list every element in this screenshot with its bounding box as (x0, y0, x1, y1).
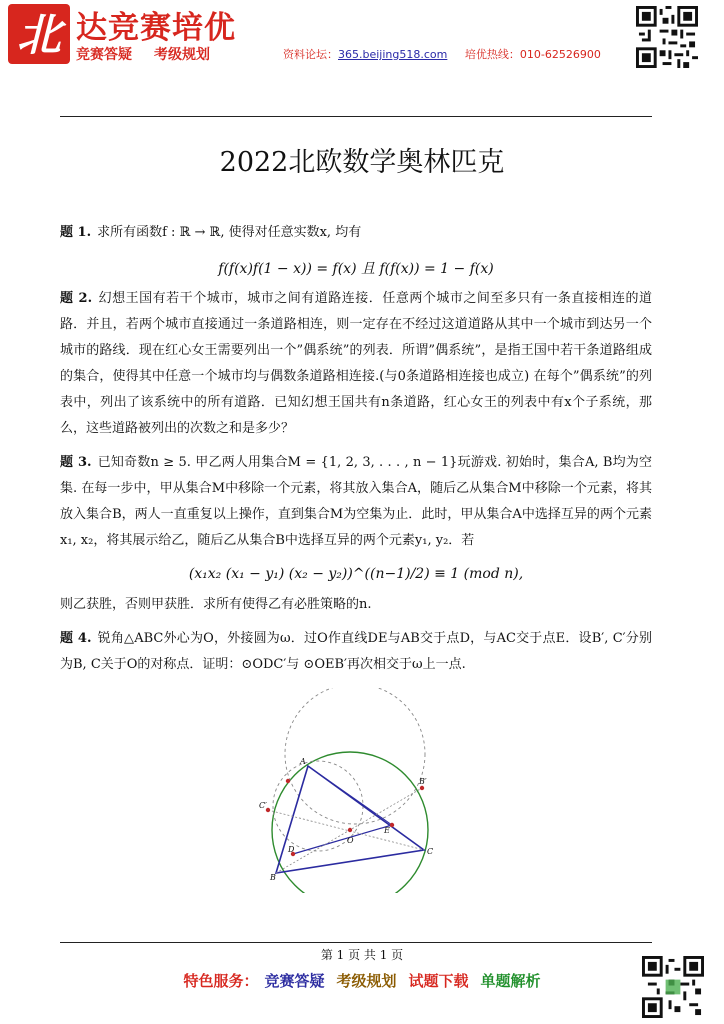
qr-code-icon (642, 956, 704, 1018)
label-o: O (347, 836, 354, 845)
label-b-prime: B′ (419, 777, 427, 786)
footer-services (0, 970, 724, 991)
label-b: B (270, 873, 276, 882)
footer-divider (60, 942, 652, 943)
logo-glyph: 北 (17, 10, 61, 61)
problem-3-equation: (x₁x₂ (x₁ − y₁) (x₂ − y₂))^((n−1)/2) ≡ 1 (mod n), (188, 566, 524, 582)
problem-1-equation: f(f(x)f(1 − x)) = f(x) 且 f(f(x)) = 1 − f(x) (218, 261, 494, 277)
label-e: E (384, 826, 390, 835)
problem-label: 题 3. (60, 455, 92, 470)
contact-info (283, 46, 601, 62)
qr-code-icon (636, 6, 698, 68)
hotline-label: 培优热线： (464, 48, 520, 61)
problem-2 (60, 286, 652, 442)
slogan-item: 考级规划 (154, 47, 210, 63)
label-c-prime: C′ (259, 801, 267, 810)
problem-label: 题 1. (60, 225, 92, 240)
header-divider (60, 116, 652, 117)
circle-oeb (285, 688, 425, 824)
problem-4 (60, 626, 652, 678)
page-header (0, 0, 724, 110)
footer-item[interactable]: 试题下载 (408, 972, 469, 990)
triangle-abc (276, 766, 424, 873)
footer-item[interactable]: 单题解析 (480, 972, 541, 990)
problem-3-conclusion: 则乙获胜，否则甲获胜．求所有使得乙有必胜策略的n. (60, 597, 372, 612)
circumcircle-omega (272, 752, 428, 893)
forum-link[interactable]: 365.beijing518.com (338, 48, 448, 61)
brand-slogan (76, 44, 232, 64)
brand-logo (8, 4, 70, 64)
label-a: A (300, 757, 306, 766)
geometry-figure (256, 688, 446, 893)
problem-label: 题 2. (60, 291, 93, 306)
footer-item[interactable]: 考级规划 (336, 972, 397, 990)
forum-label: 资料论坛： (283, 48, 338, 61)
problem-text: 已知奇数n ≥ 5. 甲乙两人用集合M = {1, 2, 3, . . . , n − 1}玩游戏. 初始时，集合A, B均为空集. 在每一步中，甲从集合M中移除一个元素，将其放入集合A，随后乙从集合M中移除一个元素，将其放入集合B，两人一直重复以上操作，直到集合M为空集为止．此时，甲从集合A中选择互异的两个元素x₁, x₂，将其展示给乙，随后乙从集合B中选择互异的两个元素y₁, y₂．若 (60, 455, 652, 548)
footer-item[interactable]: 竞赛答疑 (264, 972, 325, 990)
footer-prefix: 特色服务： (183, 972, 259, 990)
label-d: D (288, 845, 295, 854)
problem-1 (60, 220, 652, 246)
page-number: 第 1 页 共 1 页 (320, 948, 404, 962)
diameter-cc (268, 810, 424, 850)
problem-text: 幻想王国有若干个城市，城市之间有道路连接．任意两个城市之间至多只有一条直接相连的道路．并且，若两个城市直接通过一条道路相连，则一定存在不经过这道道路从其中一个城市到达另一个城市的路线．现在红心女王需要列出一个”偶系统”的列表．所谓”偶系统”，是指王国中若干条道路组成的集合，使得其中任意一个城市均与偶数条道路相连接.(与0条道路相连接也成立) 在每个”偶系统”的列表中，列出了该系统中的所有道路．已知幻想王国共有n条道路，红心女王的列表中有x个子系统，那么，这些道路被列出的次数之和是多少？ (60, 291, 652, 436)
slogan-item: 竞赛答疑 (76, 47, 132, 63)
brand-name: 达竞赛培优 (76, 10, 236, 46)
hotline-number: 010-62526900 (519, 48, 601, 61)
problem-label: 题 4. (60, 631, 92, 646)
problem-text: 求所有函数f : ℝ → ℝ, 使得对任意实数x, 均有 (97, 225, 362, 240)
label-c: C (427, 847, 434, 856)
problem-text: 锐角△ABC外心为O，外接圆为ω．过O作直线DE与AB交于点D，与AC交于点E．设B′, C′分别为B, C关于O的对称点．证明：⊙ODC′与 ⊙OEB′再次相交于ω上一点. (60, 631, 652, 672)
problem-3 (60, 450, 652, 554)
page-title: 2022北欧数学奥林匹克 (219, 147, 505, 178)
